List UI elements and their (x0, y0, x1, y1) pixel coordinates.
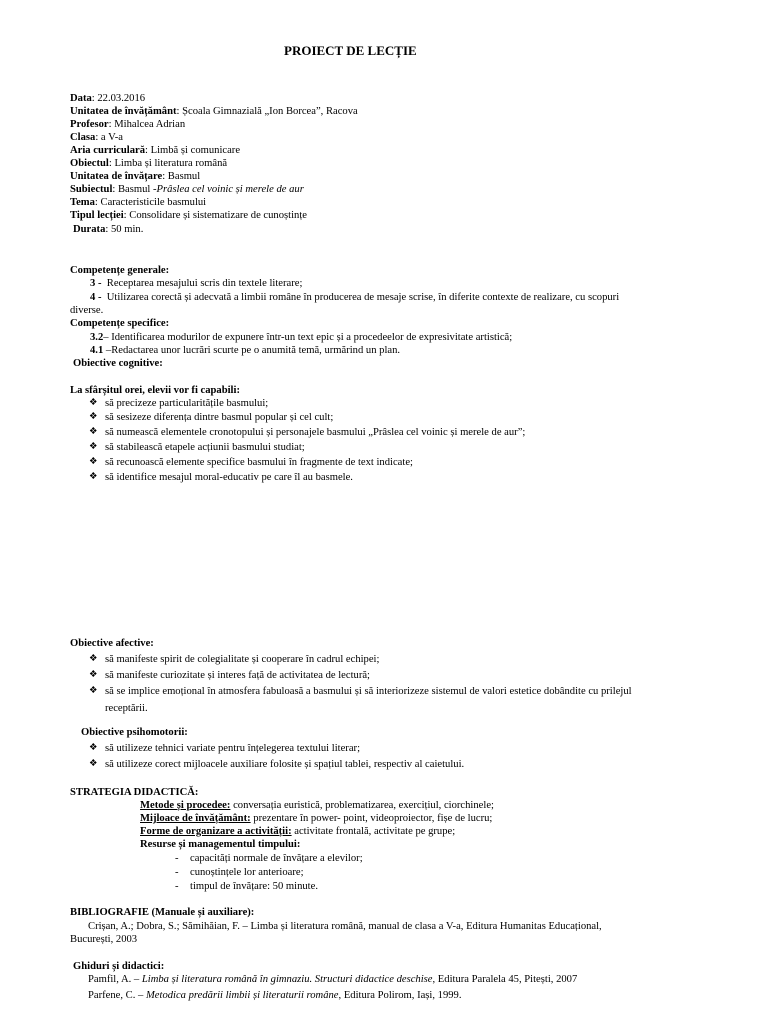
field-label: Unitatea de învățare (70, 171, 163, 182)
field-value: 50 min. (110, 224, 144, 235)
psychomotor-objective-item: să utilizeze corect mijloacele auxiliare folosite și spațiul tablei, respectiv al caietului. (105, 759, 465, 770)
cognitive-objective-item: să numească elementele cronotopului și personajele basmului „Prâslea cel voinic și merele de aur”; (105, 427, 526, 438)
affective-objective-item: să manifeste curiozitate și interes față de activitatea de lectură; (105, 670, 371, 681)
header-topic (70, 183, 304, 196)
affective-objective-item: să se implice emoțional în atmosfera fabuloasă a basmului și să interiorizeze sistemul de valori estetice dobândite cu prilejul (105, 686, 632, 697)
diamond-bullet-icon: ❖ (89, 743, 98, 753)
field-value: Consolidare și sistematizare de cunoștințe (129, 210, 307, 221)
resource-item: capacități normale de învățare a elevilor; (190, 853, 363, 864)
guide-title: Metodica predării limbii și literaturii române (145, 990, 339, 1001)
competence-number: 4 - (90, 292, 102, 303)
field-label: Unitatea de învățământ (70, 106, 177, 117)
affective-objectives-heading: Obiective afective: (70, 638, 154, 649)
strategy-label: Metode și procedee: (140, 800, 231, 811)
competence-text: Utilizarea corectă și adecvată a limbii române în producerea de mesaje scrise, în diferite contexte de realizare, cu scopuri (106, 292, 620, 303)
competence-text: Receptarea mesajului scris din textele literare; (106, 278, 303, 289)
diamond-bullet-icon: ❖ (89, 398, 98, 408)
field-label: Tema (70, 197, 95, 208)
header-teacher (70, 118, 185, 131)
psychomotor-objectives-heading: Obiective psihomotorii: (81, 727, 188, 738)
diamond-bullet-icon: ❖ (89, 442, 98, 452)
diamond-bullet-icon: ❖ (89, 457, 98, 467)
header-duration (73, 223, 143, 236)
header-curricular-area (70, 144, 240, 157)
resource-item: timpul de învățare: 50 minute. (190, 881, 318, 892)
field-separator: : (91, 93, 98, 104)
strategy-resources-label: Resurse și managementul timpului: (140, 839, 301, 850)
general-competence-item (90, 291, 619, 304)
field-separator: : (112, 184, 118, 195)
strategy-forms (140, 825, 455, 838)
field-value-italic: Prâslea cel voinic și merele de aur (156, 184, 304, 195)
header-date (70, 92, 145, 105)
field-label: Data (70, 93, 92, 104)
header-subject-object (70, 157, 227, 170)
field-label: Obiectul (70, 158, 109, 169)
field-value: Basmul (167, 171, 201, 182)
diamond-bullet-icon: ❖ (89, 412, 98, 422)
guide-entry (88, 989, 462, 1002)
specific-competence-item (90, 344, 400, 357)
strategy-means (140, 812, 492, 825)
cognitive-objective-item: să sesizeze diferența dintre basmul popular și cel cult; (105, 412, 334, 423)
diamond-bullet-icon: ❖ (89, 472, 98, 482)
affective-objective-item: să manifeste spirit de colegialitate și cooperare în cadrul echipei; (105, 654, 380, 665)
header-theme (70, 196, 206, 209)
field-label: Durata (73, 224, 106, 235)
cognitive-objective-item: să stabilească etapele acțiunii basmului studiat; (105, 442, 305, 453)
header-class (70, 131, 123, 144)
field-label: Aria curriculară (70, 145, 146, 156)
field-value: Limbă și comunicare (150, 145, 241, 156)
competence-number: 3.2 (90, 332, 104, 343)
field-value: Mihalcea Adrian (114, 119, 186, 130)
header-lesson-type (70, 209, 307, 222)
competence-text: –Redactarea unor lucrări scurte pe o anumită temă, urmărind un plan. (105, 345, 401, 356)
dash-bullet: - (175, 881, 179, 892)
field-separator: : (145, 145, 151, 156)
guides-heading: Ghiduri și didactici: (73, 961, 165, 972)
didactic-strategy-heading: STRATEGIA DIDACTICĂ: (70, 787, 199, 798)
strategy-value: prezentare în power- point, videoproiector, fișe de lucru; (253, 813, 493, 824)
bibliography-entry: Crișan, A.; Dobra, S.; Sămihăian, F. – Limba și literatura română, manual de clasa a V-a, Editura Humanitas Educațional, (88, 921, 602, 932)
guide-publisher: , Editura Polirom, Iași, 1999. (338, 990, 462, 1001)
field-separator: : (123, 210, 130, 221)
affective-objective-continuation: receptării. (105, 703, 148, 714)
strategy-methods (140, 799, 494, 812)
page-title: PROIECT DE LECȚIE (284, 43, 417, 58)
field-separator: : (105, 224, 111, 235)
competence-number: 4.1 (90, 345, 104, 356)
strategy-label: Forme de organizare a activității: (140, 826, 292, 837)
field-separator: : (108, 158, 115, 169)
diamond-bullet-icon: ❖ (89, 686, 98, 696)
field-value: a V-a (100, 132, 123, 143)
general-competence-item (90, 277, 302, 290)
bibliography-entry-continuation: București, 2003 (70, 934, 138, 945)
field-label: Subiectul (70, 184, 113, 195)
diamond-bullet-icon: ❖ (89, 670, 98, 680)
field-value: Basmul - (117, 184, 157, 195)
diamond-bullet-icon: ❖ (89, 759, 98, 769)
resource-item: cunoștințele lor anterioare; (190, 867, 304, 878)
strategy-label: Mijloace de învățământ: (140, 813, 251, 824)
guide-author: Parfene, C. – (88, 990, 146, 1001)
guide-author: Pamfil, A. – (88, 974, 142, 985)
field-value: 22.03.2016 (97, 93, 146, 104)
field-value: Caracteristicile basmului (100, 197, 207, 208)
guide-publisher: , Editura Paralela 45, Pitești, 2007 (432, 974, 578, 985)
general-competences-heading: Competențe generale: (70, 265, 170, 276)
cognitive-objective-item: să identifice mesajul moral-educativ pe care îl au basmele. (105, 472, 353, 483)
cognitive-objectives-intro: La sfârșitul orei, elevii vor fi capabili: (70, 385, 240, 396)
dash-bullet: - (175, 853, 179, 864)
field-label: Clasa (70, 132, 96, 143)
general-competence-continuation: diverse. (70, 305, 104, 316)
field-separator: : (108, 119, 115, 130)
guide-title: Limba și literatura română în gimnaziu. Structuri didactice deschise (141, 974, 433, 985)
competence-text: – Identificarea modurilor de expunere într-un text epic și a procedeelor de expresivitate artistică; (103, 332, 513, 343)
field-separator: : (95, 132, 101, 143)
dash-bullet: - (175, 867, 179, 878)
specific-competence-item (90, 331, 512, 344)
diamond-bullet-icon: ❖ (89, 654, 98, 664)
guide-entry (88, 973, 577, 986)
header-learning-unit (70, 170, 200, 183)
field-label: Tipul lecției (70, 210, 124, 221)
specific-competences-heading: Competențe specifice: (70, 318, 170, 329)
field-value: Școala Gimnazială „Ion Borcea”, Racova (182, 106, 358, 117)
header-school (70, 105, 358, 118)
strategy-value: conversația euristică, problematizarea, exercițiul, ciorchinele; (233, 800, 494, 811)
bibliography-heading: BIBLIOGRAFIE (Manuale și auxiliare): (70, 907, 255, 918)
field-separator: : (176, 106, 183, 117)
cognitive-objective-item: să precizeze particularitățile basmului; (105, 398, 269, 409)
strategy-value: activitate frontală, activitate pe grupe; (294, 826, 456, 837)
field-value: Limba și literatura română (114, 158, 228, 169)
psychomotor-objective-item: să utilizeze tehnici variate pentru înțelegerea textului literar; (105, 743, 361, 754)
diamond-bullet-icon: ❖ (89, 427, 98, 437)
field-label: Profesor (70, 119, 109, 130)
competence-number: 3 - (90, 278, 102, 289)
field-separator: : (162, 171, 168, 182)
cognitive-objective-item: să recunoască elemente specifice basmului în fragmente de text indicate; (105, 457, 413, 468)
field-separator: : (94, 197, 101, 208)
cognitive-objectives-heading: Obiective cognitive: (73, 358, 163, 369)
